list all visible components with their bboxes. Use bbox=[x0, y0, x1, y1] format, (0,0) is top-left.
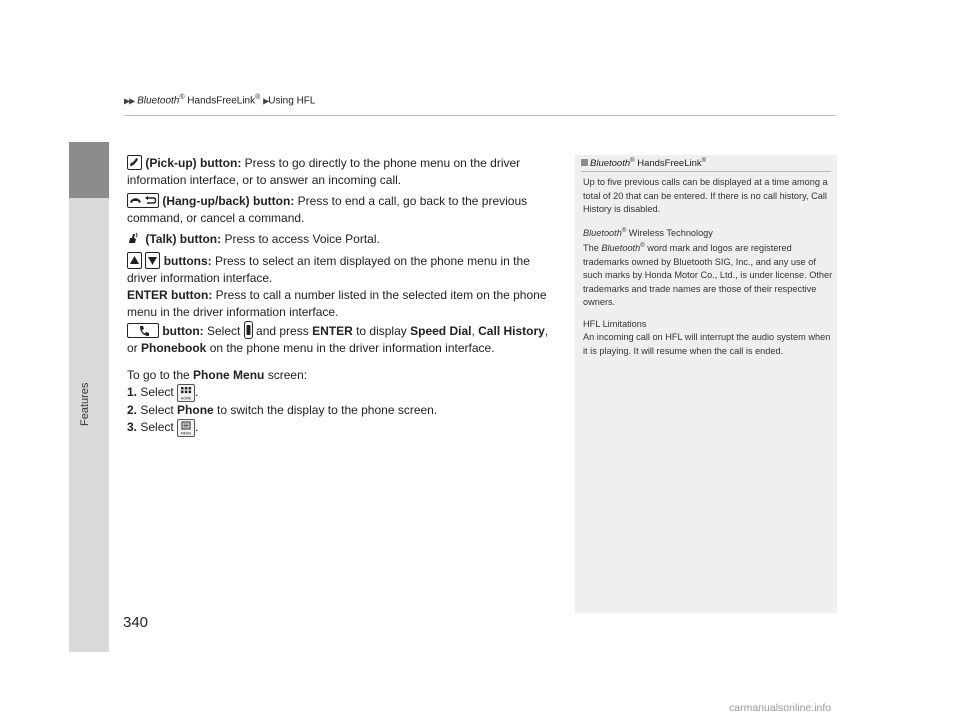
pickup-paragraph: (Pick-up) button: Press to go directly to the phone menu on the driver information interface, or to answer an incoming call. bbox=[127, 156, 521, 187]
step-3: 3. Select MENU . bbox=[127, 420, 199, 436]
step-1: 1. Select HOME . bbox=[127, 385, 199, 401]
phone-pickup-icon bbox=[127, 155, 142, 170]
chapter-sidebar bbox=[69, 142, 109, 652]
hangup-paragraph: (Hang-up/back) button: Press to end a call, go back to the previous command, or cancel a command. bbox=[127, 194, 528, 225]
hang-up-back-icon bbox=[127, 193, 159, 208]
arrow-up-icon bbox=[127, 252, 142, 269]
phone-icon bbox=[127, 323, 159, 338]
menu-icon bbox=[177, 419, 195, 437]
main-content bbox=[127, 155, 557, 437]
breadcrumb-arrow-icon: ▶▶ bbox=[124, 96, 135, 106]
talk-paragraph: (Talk) button: Press to access Voice Portal. bbox=[127, 231, 557, 248]
breadcrumb-arrow-icon: ▶ bbox=[263, 96, 269, 106]
page-number: 340 bbox=[123, 614, 149, 631]
arrow-down-icon bbox=[145, 252, 160, 269]
watermark: carmanualsonline.info bbox=[729, 702, 832, 714]
svg-text:HOME: HOME bbox=[180, 396, 192, 401]
note-body bbox=[583, 176, 833, 358]
home-icon bbox=[177, 384, 195, 402]
enter-paragraph: ENTER button: Press to call a number listed in the selected item on the phone menu in the driver information interface. bbox=[127, 288, 547, 319]
arrows-paragraph: buttons: Press to select an item displayed on the phone menu in the driver information interface. bbox=[127, 254, 530, 285]
goto-intro: To go to the Phone Menu screen: bbox=[127, 368, 308, 382]
note-rule bbox=[581, 171, 831, 172]
note-call-history: Up to five previous calls can be displayed at a time among a total of 20 that can be entered. If there is no call history, Call History is disabled. bbox=[583, 177, 828, 214]
svg-text:MENU: MENU bbox=[180, 431, 192, 436]
note-trademark: The Bluetooth® word mark and logos are registered trademarks owned by Bluetooth SIG, Inc., and any use of such marks by Honda Motor Co., Ltd., is under license. Other trademarks and trade names are those of their respective owners. bbox=[583, 243, 833, 308]
header-rule bbox=[124, 115, 836, 116]
phone-button-paragraph: button: Select and press ENTER to display Speed Dial, Call History, or Phonebook on the phone menu in the driver information interface. bbox=[127, 321, 557, 357]
chapter-tab-marker bbox=[69, 142, 109, 198]
note-hfl-title: HFL Limitations bbox=[583, 318, 647, 329]
note-wireless-title: Bluetooth® Wireless Technology bbox=[583, 227, 713, 238]
breadcrumb-current: Using HFL bbox=[268, 95, 316, 107]
step-2: 2. Select Phone to switch the display to the phone screen. bbox=[127, 403, 438, 417]
note-title: Bluetooth® HandsFreeLink® bbox=[581, 158, 706, 169]
note-marker-icon bbox=[581, 159, 588, 166]
thumbwheel-icon bbox=[244, 321, 253, 339]
breadcrumb: ▶▶ Bluetooth® HandsFreeLink® ▶Using HFL bbox=[124, 94, 316, 107]
side-note bbox=[575, 155, 837, 613]
note-hfl-limitations: An incoming call on HFL will interrupt the audio system when it is playing. It will resume when the call is ended. bbox=[583, 332, 831, 356]
chapter-label: Features bbox=[79, 382, 91, 426]
talk-icon bbox=[127, 231, 142, 246]
